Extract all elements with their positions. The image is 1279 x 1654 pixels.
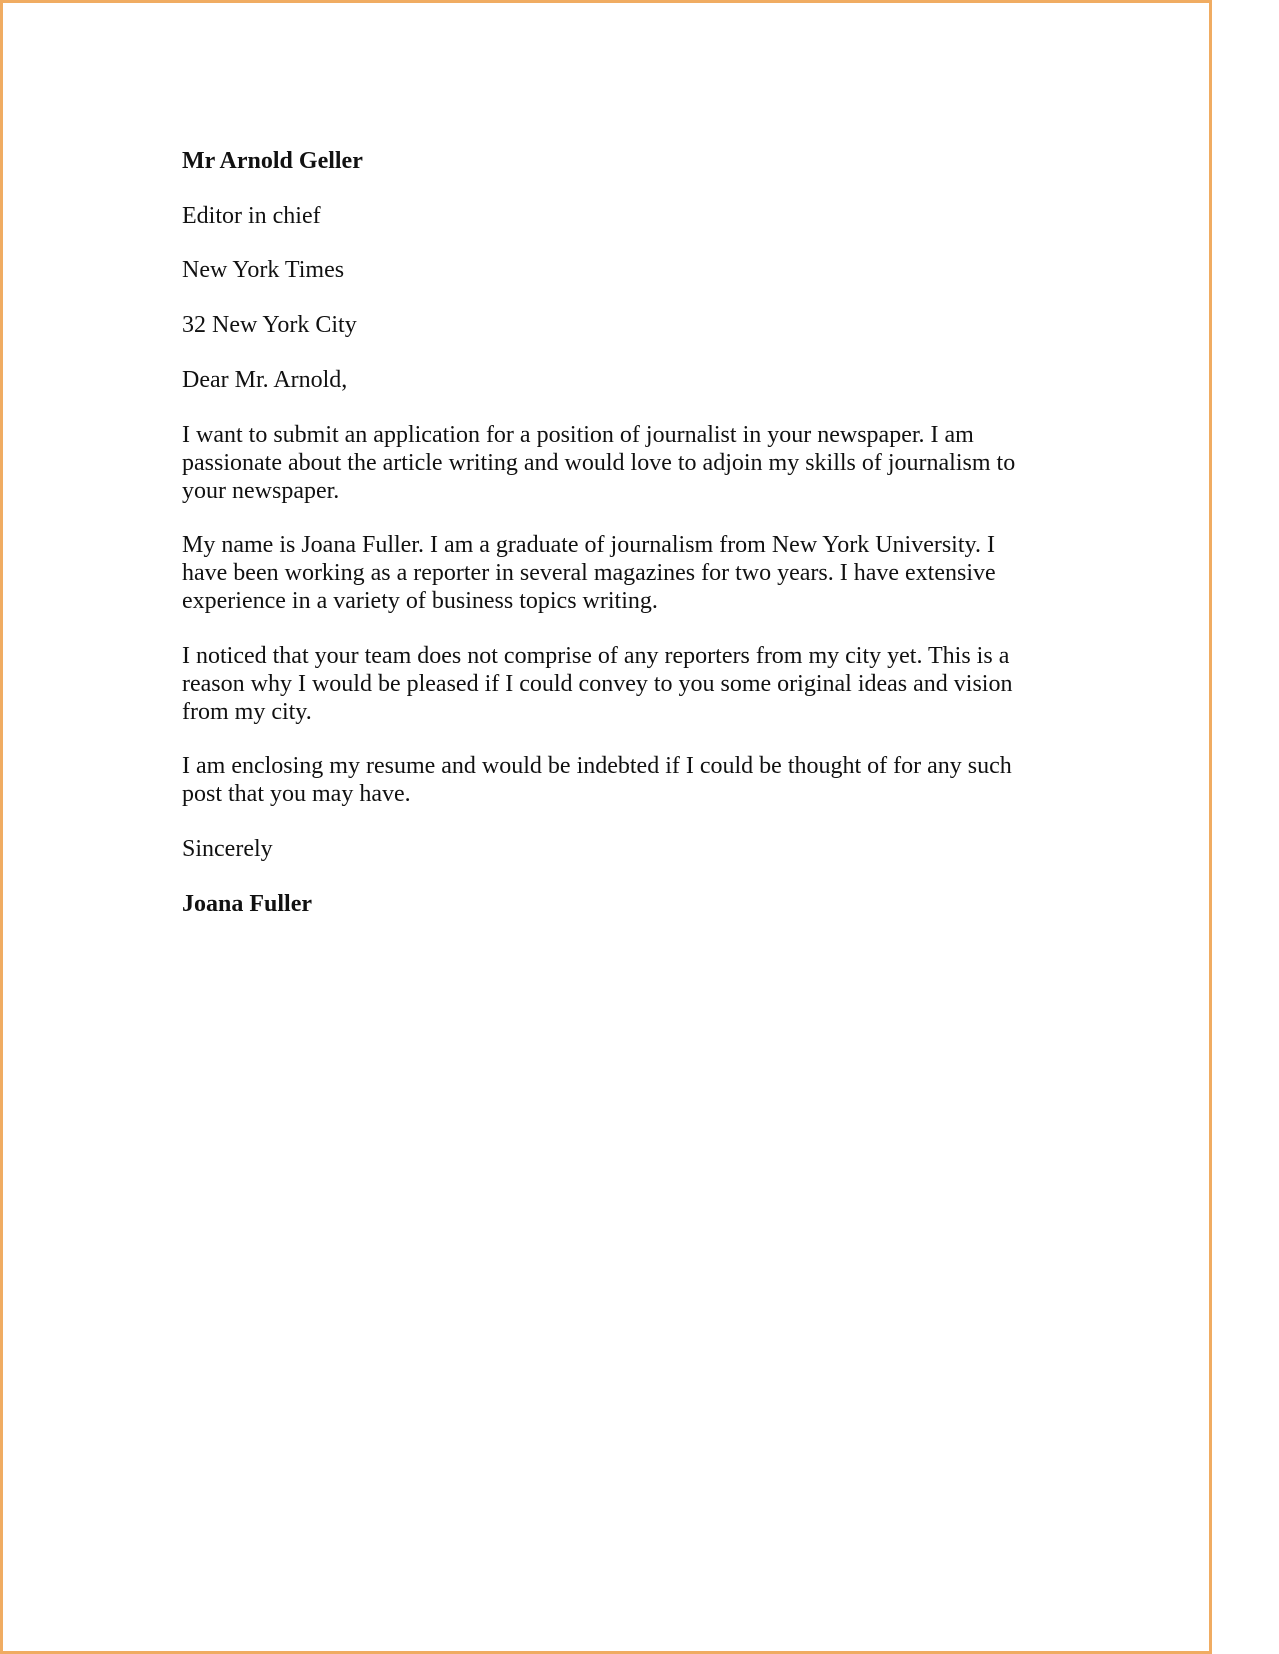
closing: Sincerely (182, 836, 273, 862)
paragraph-line: have been working as a reporter in several magazines for two years. I have extensive (182, 560, 996, 586)
recipient-name: Mr Arnold Geller (182, 148, 363, 174)
paragraph-line: post that you may have. (182, 781, 411, 807)
recipient-title: Editor in chief (182, 203, 321, 229)
paragraph-3 (182, 642, 1032, 726)
paragraph-line: My name is Joana Fuller. I am a graduate of journalism from New York University. I (182, 532, 995, 558)
paragraph-line: passionate about the article writing and would love to adjoin my skills of journalism to (182, 450, 1016, 476)
paragraph-line: I want to submit an application for a position of journalist in your newspaper. I am (182, 422, 974, 448)
paragraph-4 (182, 752, 1032, 808)
recipient-organization: New York Times (182, 257, 345, 283)
paragraph-1 (182, 421, 1032, 505)
paragraph-line: your newspaper. (182, 478, 340, 504)
paragraph-2 (182, 531, 1032, 615)
paragraph-line: experience in a variety of business topics writing. (182, 588, 658, 614)
paragraph-line: I noticed that your team does not comprise of any reporters from my city yet. This is a (182, 643, 1010, 669)
signature-name: Joana Fuller (182, 891, 312, 917)
paragraph-line: I am enclosing my resume and would be indebted if I could be thought of for any such (182, 753, 1012, 779)
salutation: Dear Mr. Arnold, (182, 367, 348, 393)
paragraph-line: reason why I would be pleased if I could convey to you some original ideas and vision (182, 671, 1013, 697)
paragraph-line: from my city. (182, 699, 312, 725)
recipient-address: 32 New York City (182, 312, 357, 338)
letter-body (182, 147, 1032, 918)
